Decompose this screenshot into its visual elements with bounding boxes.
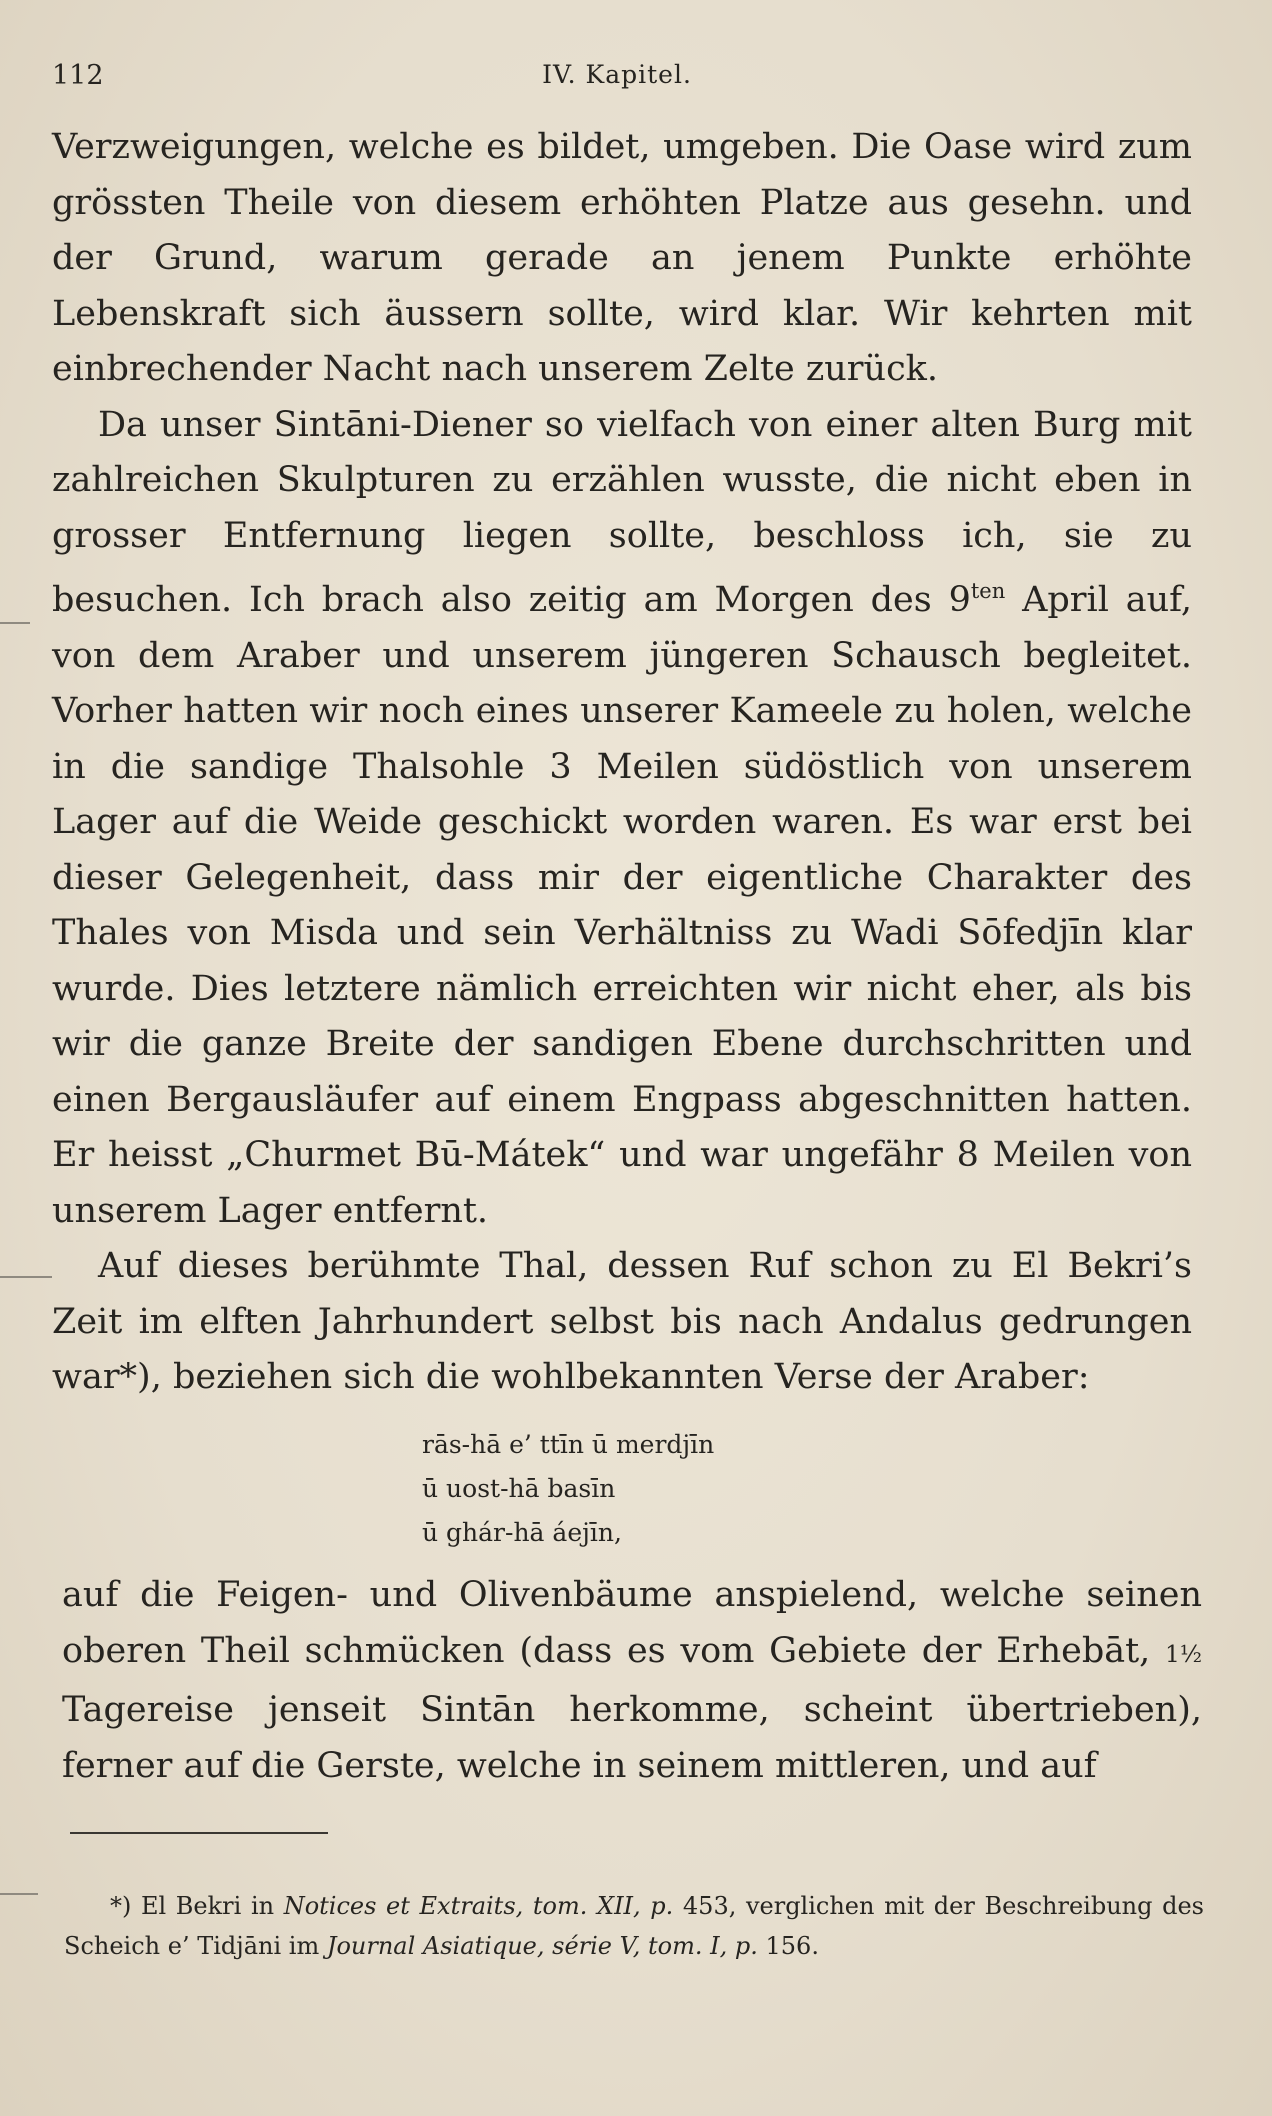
footnote xyxy=(64,1886,1204,1966)
footnote-part-2: 453, verglichen mit der Beschreibung des Scheich e’ Tidjāni im xyxy=(64,1892,1204,1960)
footnote-part-1: *) El Bekri in xyxy=(110,1892,284,1920)
verse-line: rās-hā e’ ttīn ū merdjīn xyxy=(422,1430,715,1459)
chapter-title: IV. Kapitel. xyxy=(542,60,692,89)
paragraph-2-part-2: April auf, von dem Araber und unserem jüngeren Schausch begleitet. Vorher hatten wir noch eines unserer Kameele zu holen, welche in die sandige Thalsohle 3 Meilen südöstlich von unserem Lager auf die Weide geschickt worden waren. Es war erst bei dieser Gelegenheit, dass mir der eigentliche Charakter des Thales von Misda und sein Verhältniss zu Wadi Sōfedjīn klar wurde. Dies letztere nämlich erreichten wir nicht eher, als bis wir die ganze Breite der sandigen Ebene durchschritten und einen Bergausläufer auf einem Engpass abgeschnitten hatten. Er heisst „Churmet Bū-Mátek“ und war ungefähr 8 Meilen von unserem Lager entfernt. xyxy=(52,580,1192,1231)
paragraph-3: Auf dieses berühmte Thal, dessen Ruf schon zu El Bekri’s Zeit im elften Jahrhundert selbst bis nach Andalus gedrungen war*), beziehen sich die wohlbekannten Verse der Araber: xyxy=(52,1246,1192,1397)
paragraph-1: Verzweigungen, welche es bildet, umgeben. Die Oase wird zum grössten Theile von diesem erhöhten Platze aus gesehn. und der Grund, warum gerade an jenem Punkte erhöhte Lebenskraft sich äussern sollte, wird klar. Wir kehrten mit einbrechender Nacht nach unserem Zelte zurück. xyxy=(52,127,1192,389)
date-superscript: ten xyxy=(970,579,1006,603)
margin-pencil-mark xyxy=(0,1893,38,1895)
footnote-rule xyxy=(70,1832,328,1834)
margin-pencil-mark xyxy=(0,1276,52,1278)
footnote-citation-2: Journal Asiatique, série V, tom. I, p. xyxy=(326,1932,758,1960)
footnote-text xyxy=(64,1886,1204,1966)
paragraph-4 xyxy=(62,1568,1202,1794)
main-text xyxy=(52,120,1192,1406)
date-day: 9 xyxy=(948,580,971,620)
paragraph-4-part-2: Tagereise jenseit Sintān herkomme, scheint übertrieben), ferner auf die Gerste, welche in seinem mittleren, und auf xyxy=(62,1690,1202,1786)
running-header xyxy=(52,60,1182,100)
page-number: 112 xyxy=(52,60,104,91)
continuation-text xyxy=(62,1568,1202,1794)
verse-line: ū ghár-hā áejīn, xyxy=(422,1518,622,1547)
footnote-citation-1: Notices et Extraits, tom. XII, p. xyxy=(283,1892,674,1920)
paragraph-2 xyxy=(52,398,1192,1240)
paragraph-4-part-1: auf die Feigen- und Olivenbäume anspielend, welche seinen oberen Theil schmücken (dass es vom Gebiete der Erhebāt, xyxy=(62,1575,1202,1671)
verse-line: ū uost-hā basīn xyxy=(422,1474,616,1503)
footnote-part-3: 156. xyxy=(757,1932,819,1960)
paragraph-2-part-1: Da unser Sintāni-Diener so vielfach von einer alten Burg mit zahlreichen Skulpturen zu erzählen wusste, die nicht eben in grosser Entfernung liegen sollte, beschloss ich, sie zu besuchen. Ich brach also zeitig am Morgen des xyxy=(52,404,1192,620)
arabic-verse xyxy=(422,1423,714,1555)
fraction: 1½ xyxy=(1165,1641,1202,1668)
margin-pencil-mark xyxy=(0,622,30,624)
